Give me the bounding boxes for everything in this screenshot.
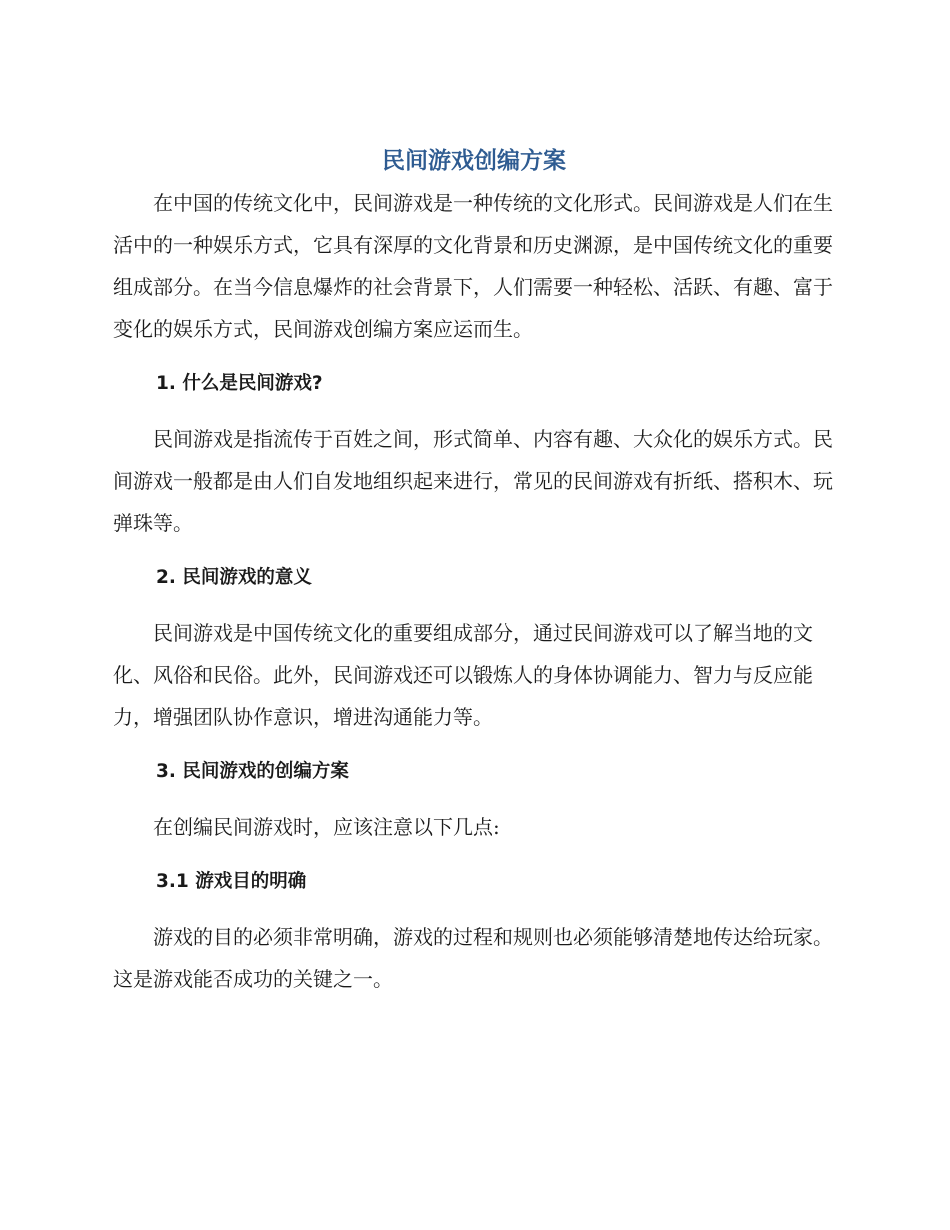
document-page (113, 140, 835, 1000)
section-heading-1: 1. 什么是民间游戏? (156, 373, 323, 394)
section-body-3-1: 游戏的目的必须非常明确，游戏的过程和规则也必须能够清楚地传达给玩家。这是游戏能否成功的关键之一。 (113, 925, 833, 991)
section-heading-3: 3. 民间游戏的创编方案 (156, 761, 349, 782)
intro-paragraph: 在中国的传统文化中，民间游戏是一种传统的文化形式。民间游戏是人们在生活中的一种娱乐方式，它具有深厚的文化背景和历史渊源，是中国传统文化的重要组成部分。在当今信息爆炸的社会背景下，人们需要一种轻松、活跃、有趣、富于变化的娱乐方式，民间游戏创编方案应运而生。 (113, 191, 833, 341)
section-body-1: 民间游戏是指流传于百姓之间，形式简单、内容有趣、大众化的娱乐方式。民间游戏一般都是由人们自发地组织起来进行，常见的民间游戏有折纸、搭积木、玩弹珠等。 (113, 427, 833, 535)
section-heading-2: 2. 民间游戏的意义 (156, 567, 312, 588)
section-body-2: 民间游戏是中国传统文化的重要组成部分，通过民间游戏可以了解当地的文化、风俗和民俗。此外，民间游戏还可以锻炼人的身体协调能力、智力与反应能力，增强团队协作意识，增进沟通能力等。 (113, 621, 813, 729)
section-heading-3-1: 3.1 游戏目的明确 (156, 871, 307, 892)
document-title: 民间游戏创编方案 (382, 148, 566, 174)
section-body-3: 在创编民间游戏时，应该注意以下几点: (153, 815, 500, 839)
